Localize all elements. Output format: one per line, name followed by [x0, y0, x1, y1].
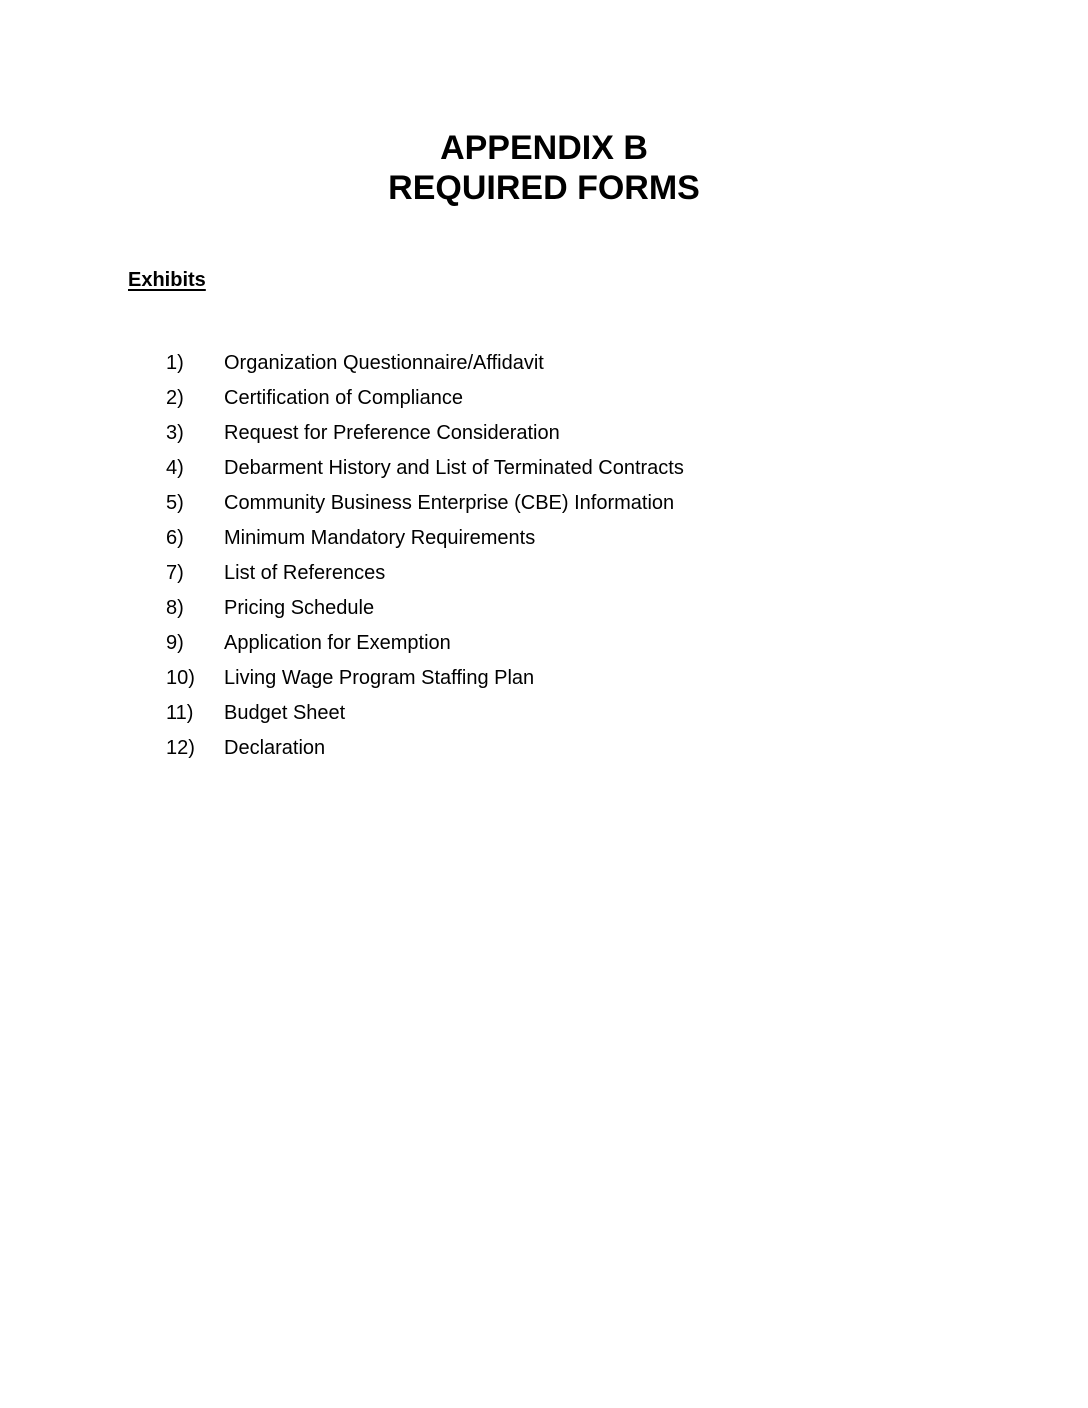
- list-item: [0, 733, 1088, 768]
- exhibit-label: Request for Preference Consideration: [224, 422, 560, 444]
- exhibit-number: 7): [166, 562, 184, 584]
- list-item: [0, 698, 1088, 733]
- list-item: [0, 523, 1088, 558]
- list-item: [0, 418, 1088, 453]
- list-item: [0, 593, 1088, 628]
- exhibit-number: 4): [166, 457, 184, 479]
- exhibit-label: Minimum Mandatory Requirements: [224, 527, 536, 549]
- exhibit-label: Certification of Compliance: [224, 387, 463, 409]
- exhibit-number: 3): [166, 422, 184, 444]
- exhibit-label: Community Business Enterprise (CBE) Information: [224, 492, 675, 514]
- exhibit-label: Pricing Schedule: [224, 597, 375, 619]
- exhibit-number: 8): [166, 597, 184, 619]
- list-item: [0, 663, 1088, 698]
- exhibit-number: 9): [166, 632, 184, 654]
- exhibit-number: 6): [166, 527, 184, 549]
- title-line-required-forms: REQUIRED FORMS: [388, 169, 700, 207]
- section-heading-exhibits: Exhibits: [128, 269, 206, 291]
- list-item: [0, 453, 1088, 488]
- exhibit-label: List of References: [224, 562, 386, 584]
- exhibit-number: 5): [166, 492, 184, 514]
- exhibit-label: Debarment History and List of Terminated Contracts: [224, 457, 684, 479]
- exhibit-number: 1): [166, 352, 184, 374]
- exhibit-label: Budget Sheet: [224, 702, 346, 724]
- list-item: [0, 348, 1088, 383]
- list-item: [0, 488, 1088, 523]
- exhibit-number: 11): [166, 702, 194, 724]
- exhibit-number: 10): [166, 667, 195, 689]
- exhibit-list: [0, 348, 1088, 768]
- exhibit-label: Application for Exemption: [224, 632, 451, 654]
- list-item: [0, 558, 1088, 593]
- title-line-appendix: APPENDIX B: [440, 129, 648, 167]
- exhibit-number: 2): [166, 387, 184, 409]
- list-item: [0, 383, 1088, 418]
- exhibit-label: Living Wage Program Staffing Plan: [224, 667, 535, 689]
- exhibit-number: 12): [166, 737, 195, 759]
- exhibit-label: Organization Questionnaire/Affidavit: [224, 352, 544, 374]
- exhibit-label: Declaration: [224, 737, 326, 759]
- page-title: [0, 128, 1088, 208]
- list-item: [0, 628, 1088, 663]
